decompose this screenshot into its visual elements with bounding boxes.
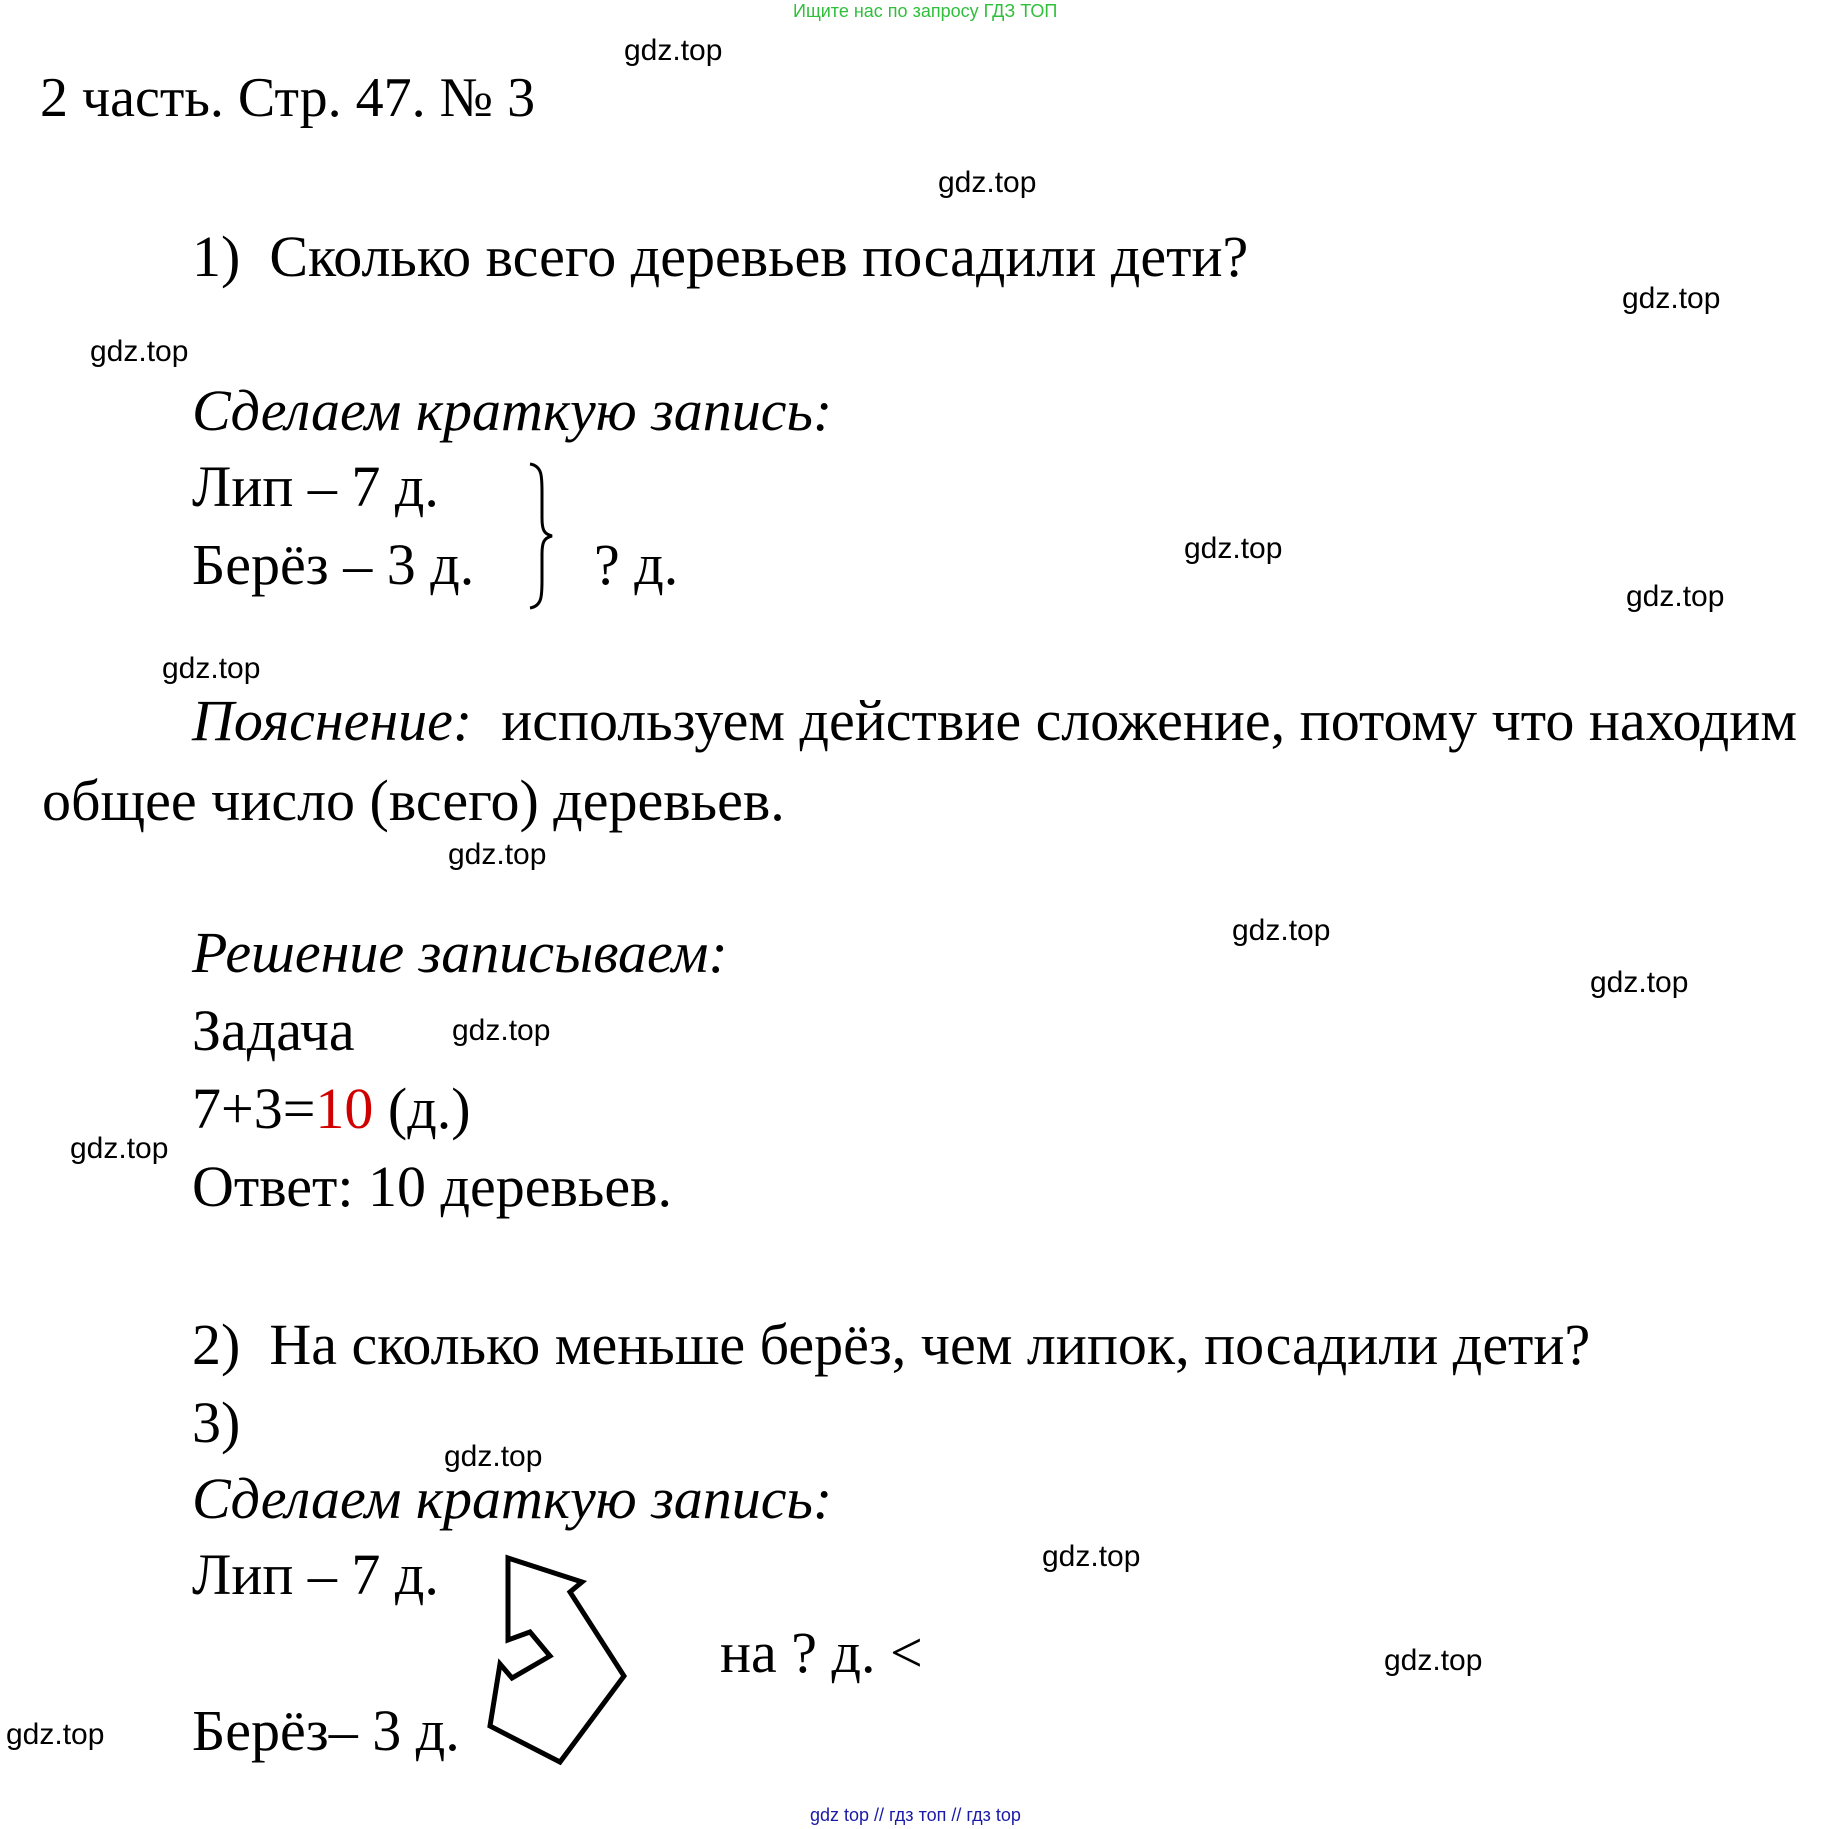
question-2-number: 2) [192,1312,241,1377]
explanation-text-1: используем действие сложение, потому что находим [501,688,1798,753]
question-2-text: На сколько меньше берёз, чем липок, посадили дети? [269,1312,1591,1377]
watermark: gdz.top [452,1014,551,1047]
question-1 [192,224,1249,289]
note-1-question: ? д. [594,532,679,597]
question-2 [192,1312,1591,1377]
solution-label: Решение записываем: [192,920,728,985]
watermark: gdz.top [624,34,723,67]
explanation-label: Пояснение: [192,688,473,753]
question-1-text: Сколько всего деревьев посадили дети? [269,224,1249,289]
watermark: gdz.top [1590,966,1689,999]
curly-brace-icon [526,462,556,610]
watermark: gdz.top [1042,1540,1141,1573]
watermark: gdz.top [70,1132,169,1165]
double-arrow-icon [488,1556,628,1768]
question-3-number: 3) [192,1390,241,1455]
watermark: gdz.top [1184,532,1283,565]
watermark: gdz.top [162,652,261,685]
watermark: gdz.top [1232,914,1331,947]
footer-links: gdz top // гдз топ // гдз top [810,1805,1021,1825]
watermark: gdz.top [938,166,1037,199]
equation-result: 10 [315,1076,374,1141]
note-1-line-1: Лип – 7 д. [192,454,439,519]
answer: Ответ: 10 деревьев. [192,1154,672,1219]
watermark: gdz.top [444,1440,543,1473]
watermark: gdz.top [6,1718,105,1751]
watermark: gdz.top [1622,282,1721,315]
short-note-label-2: Сделаем краткую запись: [192,1466,833,1531]
note-2-line-1: Лип – 7 д. [192,1542,439,1607]
short-note-label-1: Сделаем краткую запись: [192,378,833,443]
page-title: 2 часть. Стр. 47. № 3 [40,67,536,129]
top-banner: Ищите нас по запросу ГДЗ ТОП [793,1,1058,21]
equation-expression: 7+3= [192,1076,316,1141]
watermark: gdz.top [448,838,547,871]
watermark: gdz.top [1626,580,1725,613]
explanation-line-1 [192,688,1798,753]
watermark: gdz.top [90,335,189,368]
watermark: gdz.top [1384,1644,1483,1677]
note-2-line-2: Берёз– 3 д. [192,1698,460,1763]
note-1-line-2: Берёз – 3 д. [192,532,475,597]
explanation-line-2: общее число (всего) деревьев. [42,768,785,833]
question-1-number: 1) [192,224,241,289]
task-word: Задача [192,998,355,1063]
equation-unit: (д.) [373,1076,471,1141]
equation [192,1076,471,1141]
note-2-question: на ? д. < [720,1620,923,1685]
